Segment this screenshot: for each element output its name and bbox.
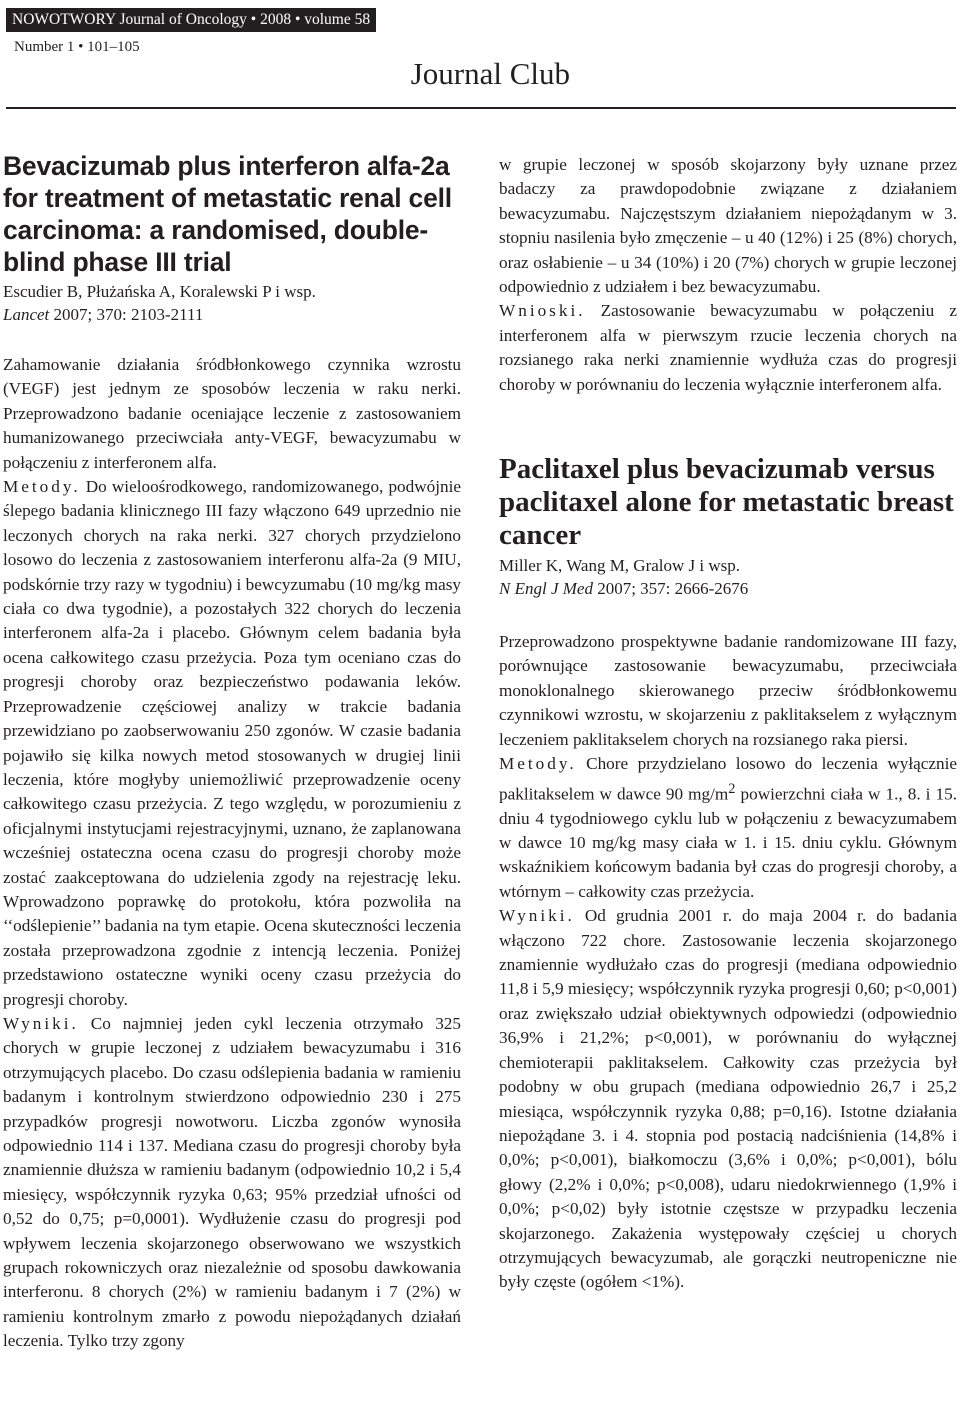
article-1-body-continued — [499, 153, 957, 397]
journal-banner: NOWOTWORY Journal of Oncology • 2008 • volume 58 — [6, 8, 376, 32]
article-1-body — [3, 353, 461, 1354]
article-2-methods-text-b: powierzchni ciała w 1., 8. i 15. dniu 4 tygodniowego cyklu lub w połączeniu z bewacyzumabem w dawce 10 mg/kg masy ciała w 1. i 15. dniu cyklu. Głównym wskaźnikiem końcowym badania był czas do progresji choroby, a wtórnym – całkowity czas przeżycia. — [499, 784, 957, 901]
article-2-authors: Miller K, Wang M, Gralow J i wsp. — [499, 556, 741, 576]
article-2-body — [499, 630, 957, 1295]
article-1-title-line: carcinoma: a randomised, double- — [3, 215, 429, 245]
article-2-citation-details: 2007; 357: 2666-2676 — [592, 579, 749, 599]
section-divider — [6, 107, 956, 109]
issue-line: Number 1 • 101–105 — [14, 39, 140, 55]
article-2-intro: Przeprowadzono prospektywne badanie randomizowane III fazy, porównujące zastosowanie bewacyzumabu, przeciwciała monoklonalnego skierowanego przeciw śródbłonkowemu czynnikowi wzrostu, w skojarzeniu z paklitakselem z wyłącznym leczeniem paklitakselem chorych na rozsianego raka piersi. — [499, 632, 957, 749]
article-1-conclusions-label: Wnioski. — [499, 301, 586, 321]
article-2-title-line: Paclitaxel plus bevacizumab versus — [499, 453, 935, 486]
article-1-results-continued: w grupie leczonej w sposób skojarzony były uznane przez badaczy za prawdopodobnie związane z działaniem bewacyzumabu. Najczęstszym działaniem niepożądanym w 3. stopniu nasilenia było zmęczenie – u 40 (12%) i 25 (8%) chorych, oraz osłabienie – u 34 (10%) i 20 (7%) chorych w grupie leczonej odpowiednio z udziałem i bez bewacyzumabu. — [499, 155, 957, 297]
article-2-methods-label: Metody. — [499, 754, 577, 774]
article-1-results-text: Co najmniej jeden cykl leczenia otrzymało 325 chorych w grupie leczonej z udziałem bewacyzumabu i 316 otrzymujących placebo. Do czasu odślepienia badania w ramieniu badanym i kontrolnym stwierdzono odpowiednio 230 i 275 przypadków progresji nowotworu. Liczba zgonów wynosiła odpowiednio 114 i 137. Mediana czasu do progresji choroby była znamiennie dłuższa w ramieniu badanym (odpowiednio 10,2 i 5,4 miesięcy, współczynnik ryzyka 0,63; 95% przedział ufności od 0,52 do 0,75; p=0,0001). Wydłużenie czasu do progresji pod wpływem leczenia skojarzonego obserwowano we wszystkich grupach rokowniczych oraz niezależnie od sposobu dawkowania interferonu. 8 chorych (2%) w ramieniu badanym i 7 (2%) w ramieniu kontrolnym zmarło z powodu niepożądanych działań leczenia. Tylko trzy zgony — [3, 1013, 461, 1351]
article-2-title — [499, 453, 957, 552]
article-2-title-line: paclitaxel alone for metastatic breast — [499, 486, 954, 519]
article-2 — [499, 453, 957, 1295]
article-1-conclusions-text: Zastosowanie bewacyzumabu w połączeniu z interferonem alfa w pierwszym rzucie leczenia chorych na rozsianego raka nerki znamiennie wydłuża czas do progresji choroby w porównaniu do leczenia wyłącznie interferonem alfa. — [499, 301, 957, 394]
right-column — [499, 150, 957, 1295]
article-1-citation-details: 2007; 370: 2103-2111 — [49, 305, 204, 324]
article-1-citation — [3, 303, 461, 326]
article-1-title-line: blind phase III trial — [3, 247, 232, 277]
article-2-title-line: cancer — [499, 519, 582, 552]
article-1-journal-name: Lancet — [3, 305, 50, 324]
article-2-journal-name: N Engl J Med — [499, 579, 593, 599]
article-1-conclusions — [499, 299, 957, 397]
section-title: Journal Club — [410, 56, 570, 91]
article-1-title-line: Bevacizumab plus interferon alfa-2a — [3, 151, 450, 181]
left-column — [3, 150, 461, 1354]
article-2-methods-text-a: Chore przydzielano losowo do leczenia wyłącznie paklitakselem w dawce 90 mg/m — [499, 754, 957, 804]
article-1-results-label: Wyniki. — [3, 1013, 79, 1033]
article-2-results-text: Od grudnia 2001 r. do maja 2004 r. do badania włączono 722 chore. Zastosowanie leczenia skojarzonego znamiennie wydłużało czas do progresji (mediana odpowiednio 11,8 i 5,9 miesięcy; współczynnik ryzyka progresji 0,60; p<0,001) oraz zwiększało udział obiektywnych odpowiedzi (odpowiednio 36,9% i 21,2%; p<0,001), w porównaniu do wyłącznej chemioterapii paklitakselem. Całkowity czas przeżycia był podobny w obu grupach (mediana odpowiednio 26,7 i 25,2 miesiąca, współczynnik ryzyka 0,88; p=0,16). Istotne działania niepożądane 3. i 4. stopnia pod postacią nadciśnienia (14,8% i 0,0%; p<0,001), białkomoczu (3,6% i 0,0%; p<0,001), bólu głowy (2,2% i 0,0%; p<0,008), udaru niedokrwiennego (1,9% i 0,0%; p<0,02) były istotnie częstsze w przypadku leczenia skojarzonego. Zakażenia występowały częściej u chorych otrzymujących bewacyzumab, ale gorączki neutropeniczne nie były częste (ogółem <1%). — [499, 906, 957, 1292]
article-1-results — [3, 1012, 461, 1354]
article-2-results — [499, 904, 957, 1295]
article-2-results-label: Wyniki. — [499, 906, 575, 926]
article-1-intro: Zahamowanie działania śródbłonkowego czynnika wzrostu (VEGF) jest jednym ze sposobów leczenia w raku nerki. Przeprowadzono badanie oceniające leczenie z zastosowaniem humanizowanego przeciwciała anty-VEGF, bewacyzumabu w połączeniu z interferonem alfa. — [3, 355, 461, 472]
article-1-title — [3, 150, 461, 278]
article-2-citation — [499, 577, 957, 600]
article-2-methods — [499, 752, 957, 904]
article-1-title-line: for treatment of metastatic renal cell — [3, 183, 452, 213]
article-1-methods-label: Metody. — [3, 477, 81, 497]
article-1-methods — [3, 475, 461, 1012]
article-2-methods-superscript: 2 — [728, 780, 736, 797]
article-1-authors: Escudier B, Płużańska A, Koralewski P i wsp. — [3, 282, 316, 301]
article-1-methods-text: Do wieloośrodkowego, randomizowanego, podwójnie ślepego badania klinicznego III fazy włączono 649 uprzednio nie leczonych chorych na raka nerki. 327 chorych przydzielono losowo do leczenia z zastosowaniem interferonu alfa-2a (9 MIU, podskórnie trzy razy w tygodniu) i bewcyzumabu (10 mg/kg masy ciała co dwa tygodnie), a pozostałych 322 chorych do leczenia interferonem alfa-2a i placebo. Głównym celem badania była ocena całkowitego czasu przeżycia. Poza tym oceniano czas do progresji choroby oraz bezpieczeństwo podawania leków. Przeprowadzenie częściowej analizy w trakcie badania przewidziano po zaobserwowaniu 250 zgonów. W czasie badania pojawiło się kilka nowych metod stosowanych w drugiej linii leczenia, które mogłyby uniemożliwić przeprowadzenie oceny całkowitego czasu przeżycia. Z tego względu, w porozumieniu z oficjalnymi instytucjami rejestracyjnymi, uznano, że zaplanowana wcześniej ostateczna ocena czasu do progresji choroby może zostać zaakceptowana do udzielenia zgody na rejestrację leku. Wprowadzono poprawkę do protokołu, która pozwoliła na ‘‘odślepienie’’ badania na tym etapie. Ocena skuteczności leczenia została przeprowadzona zgodnie z intencją leczenia. Poniżej przedstawiono ostateczne wyniki oceny czasu przeżycia do progresji choroby. — [3, 477, 461, 1009]
